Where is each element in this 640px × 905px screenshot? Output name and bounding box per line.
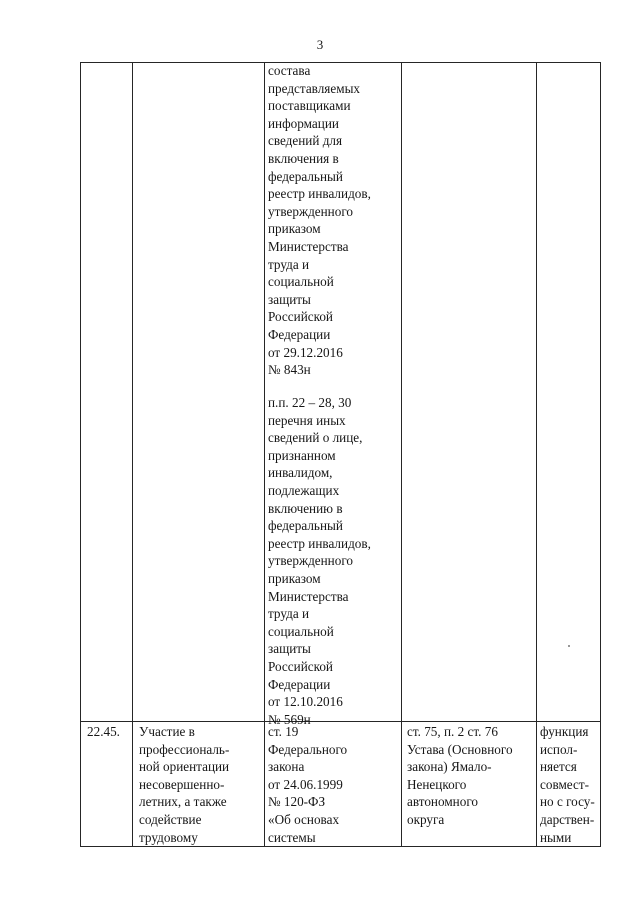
row-number: 22.45. [87, 724, 120, 739]
column-divider [536, 62, 537, 847]
column-divider [264, 62, 265, 847]
column-divider [401, 62, 402, 847]
page-number: 3 [316, 37, 324, 52]
column-divider [132, 62, 133, 847]
execution-note: функция испол- няется совмест- но с госу- дарствен- ными [540, 724, 595, 845]
regional-legal-basis: ст. 75, п. 2 ст. 76 Устава (Основного закона) Ямало- Ненецкого автономного округа [407, 724, 513, 827]
continuation-legal-basis-2: п.п. 22 – 28, 30 перечня иных сведений о лице, признанном инвалидом, подлежащих включению в федеральный реестр инвалидов, утвержденного приказом Министерства труда и социальной защиты Российской Федерации от 12.10.2016 № 569н [268, 395, 371, 727]
function-name: Участие в профессиональ- ной ориентации несовершенно- летних, а также содействие трудовому [139, 724, 230, 845]
table-right-border [600, 62, 601, 847]
legal-table [80, 62, 601, 847]
table-left-border [80, 62, 81, 847]
scan-speck [568, 645, 570, 647]
federal-legal-basis: ст. 19 Федерального закона от 24.06.1999 № 120-ФЗ «Об основах системы [268, 724, 348, 845]
continuation-legal-basis: состава представляемых поставщиками информации сведений для включения в федеральный реестр инвалидов, утвержденного приказом Министерства труда и социальной защиты Российской Федерации от 29.12.2016 № 843н [268, 63, 371, 378]
